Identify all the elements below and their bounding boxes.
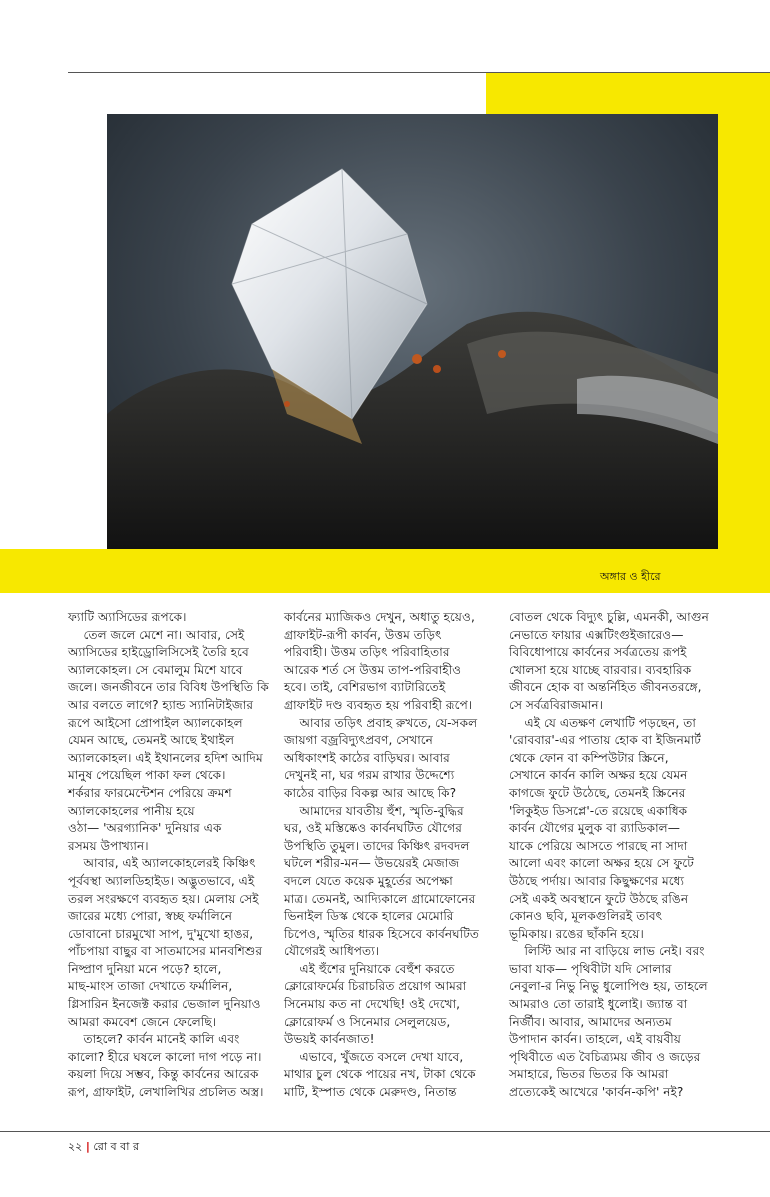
- magazine-name: রো ব বা র: [93, 1140, 140, 1153]
- photo-caption: অঙ্গার ও হীরে: [600, 570, 661, 583]
- footer-separator: |: [85, 1140, 90, 1153]
- page-footer: [68, 1138, 139, 1157]
- article-column-1: ফ্যাটি অ্যাসিডের রূপকে। তেল জলে মেশে না। আবার, সেই অ্যাসিডের হাইড্রোলিসিসেই তৈরি হবে অ্যালকোহল। সে বেমালুম মিশে যাবে জলে। জনজীবনে তার বিবিধ উপস্থিতি কি আর বলতে লাগে? হ্যান্ড স্যানিটাইজার রূপে আইসো প্রোপাইল অ্যালকোহল যেমন আছে, তেমনই আছে ইথাইল অ্যালকোহল। এই ইথানলের হদিশ আদিম মানুষ পেয়েছিল পাকা ফল থেকে। শর্করার ফারমেন্টেশন পেরিয়ে ক্রমশ অ্যালকোহলের পানীয় হয়ে ওঠা— 'অরগ্যানিক' দুনিয়ার এক রসময় উপাখ্যান। আবার, এই অ্যালকোহলেরই কিঞ্চিৎ পূর্ববস্থা অ্যালডিহাইড। অদ্ভুতভাবে, এই তরল সংরক্ষণে ব্যবহৃত হয়। মেলায় সেই জারের মধ্যে পোরা, স্বচ্ছ ফর্মালিনে ডোবানো চারমুখো সাপ, দু'মুখো হাঙর, পাঁচপায়া বাছুর বা সাতমাসের মানবশিশুর নিষ্প্রাণ দুনিয়া মনে পড়ে? হালে, মাছ-মাংস তাজা দেখাতে ফর্মালিন, গ্লিসারিন ইনজেক্ট করার ভেজাল দুনিয়াও আমরা কমবেশ জেনে ফেলেছি। তাহলে? কার্বন মানেই কালি এবং কালো? হীরে ঘষলে কালো দাগ পড়ে না। কয়লা দিয়ে সম্ভব, কিন্তু কার্বনের আরেক রূপ, গ্রাফাইট, লেখালিখির প্রচলিত অস্ত্র।: [68, 610, 269, 1100]
- bottom-rule: [0, 1131, 770, 1132]
- diamond-photo: [107, 114, 718, 549]
- page-number: ২২: [68, 1140, 83, 1153]
- diamond-illustration: [107, 114, 718, 549]
- article-column-2: কার্বনের ম্যাজিকও দেখুন, অধাতু হয়েও, গ্রাফাইট-রূপী কার্বন, উত্তম তড়িৎ পরিবাহী। উত্তম তড়িৎ পরিবাহিতার আরেক শর্ত সে উত্তম তাপ-পরিবাহীও হবে। তাই, বেশিরভাগ ব্যাটারিতেই গ্রাফাইট দণ্ড ব্যবহৃত হয় পরিবাহী রূপে। আবার তড়িৎ প্রবাহ রুখতে, যে-সকল জায়গা বজ্রবিদ্যুৎপ্রবণ, সেখানে অধিকাংশই কাঠের বাড়িঘর। আবার দেখুনই না, ঘর গরম রাখার উদ্দেশ্যে কাঠের বাড়ির বিকল্প আর আছে কি? আমাদের যাবতীয় হুঁশ, স্মৃতি-বুদ্ধির ঘর, ওই মস্তিষ্কেও কার্বনঘটিত যৌগের উপস্থিতি তুমুল। তাদের কিঞ্চিৎ রদবদল ঘটলে শরীর-মন— উভয়েরই মেজাজ বদলে যেতে কয়েক মুহূর্তের অপেক্ষা মাত্র। তেমনই, আদ্যিকালে গ্রামোফোনের ভিনাইল ডিস্ক থেকে হালের মেমোরি চিপেও, স্মৃতির ধারক হিসেবে কার্বনঘটিত যৌগেরই আধিপত্য। এই হুঁশের দুনিয়াকে বেহুঁশ করতে ক্লোরোফর্মের চিরাচরিত প্রয়োগ আমরা সিনেমায় কত না দেখেছি! ওই দেখো, ক্লোরোফর্ম ও সিনেমার সেলুলয়েড, উভয়ই কার্বনজাত! এভাবে, খুঁজতে বসলে দেখা যাবে, মাথার চুল থেকে পায়ের নখ, টাকা থেকে মাটি, ইস্পাত থেকে মেরুদণ্ড, নিতান্ত: [284, 610, 479, 1100]
- article-column-3: বোতল থেকে বিদ্যুৎ চুল্লি, এমনকী, আগুন নেভাতে ফায়ার এক্সটিংগুইজারেও— বিবিধোপায়ে কার্বনের সর্বত্রতেয় রূপই খোলসা হয়ে যাচ্ছে বারবার। ব্যবহারিক জীবনে হোক বা অন্তর্নিহিত জীবনতরঙ্গে, সে সর্বত্রবিরাজমান। এই যে এতক্ষণ লেখাটি পড়ছেন, তা 'রোববার'-এর পাতায় হোক বা ইজিনমার্ট থেকে ফোন বা কম্পিউটার স্ক্রিনে, সেখানে কার্বন কালি অক্ষর হয়ে যেমন কাগজে ফুটে উঠেছে, তেমনই স্ক্রিনের 'লিকুইড ডিসপ্লে'-তে রয়েছে একাধিক কার্বন যৌগের মুলুক বা র‍্যাডিকাল— যাকে পেরিয়ে আসতে পারছে না সাদা আলো এবং কালো অক্ষর হয়ে সে ফুটে উঠছে পর্দায়। আবার কিছুক্ষণের মধ্যে সেই একই অবস্থানে ফুটে উঠছে রঙিন কোনও ছবি, মূলকগুলিরই তাবৎ ভূমিকায়। রঙের ছাঁকনি হয়ে। লিস্টি আর না বাড়িয়ে লাভ নেই। বরং ভাবা যাক— পৃথিবীটা যদি সোলার নেবুলা-র নিভু নিভু ধুলোপিণ্ড হয়, তাহলে আমরাও তো তারাই ধুলোই। জ্যান্ত বা নির্জীব। আবার, আমাদের অন্যতম উপাদান কার্বন। তাহলে, এই বায়বীয় পৃথিবীতে এত বৈচিত্র্যময় জীব ও জড়ের সমাহারে, ভিতর ভিতর কি আমরা প্রত্যেকেই আখেরে 'কার্বন-কপি' নই?: [509, 610, 709, 1100]
